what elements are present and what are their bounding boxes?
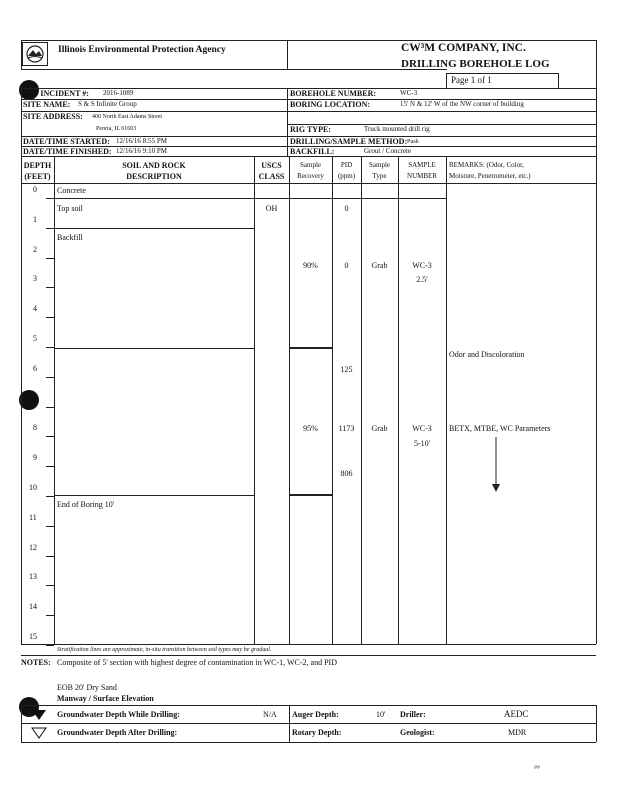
backfill-value: Grout / Concrete bbox=[364, 147, 412, 155]
depth-label-15: 15 bbox=[29, 632, 37, 641]
col-pid-line1: PID bbox=[340, 161, 353, 169]
stratification-note: Stratification lines are approximate, in-situ transition between soil types may be gradual. bbox=[57, 647, 272, 653]
notes-text: Composite of 5' section with highest degree of contamination in WC-1, WC-2, and PID bbox=[57, 658, 337, 667]
depth-tick bbox=[46, 585, 54, 586]
gw-after-label: Groundwater Depth After Drilling: bbox=[57, 728, 178, 737]
auger-depth-label: Auger Depth: bbox=[292, 710, 339, 719]
boring-location-value: 15' N & 12' W of the NW corner of building bbox=[400, 100, 524, 108]
depth-tick bbox=[46, 228, 54, 229]
incident-label: LPT INCIDENT #: bbox=[23, 89, 89, 98]
col-recovery-line2: Recovery bbox=[297, 172, 324, 180]
depth-label-7: 7 bbox=[33, 393, 37, 403]
soil-backfill: Backfill bbox=[57, 233, 83, 242]
sample2-number: WC-3 bbox=[412, 424, 432, 433]
depth-label-2: 2 bbox=[33, 244, 37, 254]
driller-value: AEDC bbox=[504, 709, 529, 719]
remark-odor: Odor and Discoloration bbox=[449, 350, 525, 359]
remark-parameters: BETX, MTBE, WC Parameters bbox=[449, 424, 551, 433]
soil-end-of-boring: End of Boring 10' bbox=[57, 500, 115, 509]
col-depth-line2: (FEET) bbox=[24, 172, 51, 181]
depth-label-5: 5 bbox=[33, 334, 37, 343]
depth-label-8: 8 bbox=[33, 423, 37, 433]
method-value: Push bbox=[407, 139, 419, 145]
notes-label: NOTES: bbox=[21, 658, 51, 667]
depth-label-10: 10 bbox=[29, 483, 37, 492]
incident-value: 2016-1089 bbox=[103, 89, 134, 97]
time-finished-label: DATE/TIME FINISHED: bbox=[23, 147, 112, 156]
page-stamp: ## bbox=[534, 765, 540, 771]
depth-label-3: 3 bbox=[33, 274, 37, 284]
manway-elevation: Manway / Surface Elevation bbox=[57, 694, 154, 703]
depth-label-0: 0 bbox=[33, 185, 37, 194]
soil-topsoil: Top soil bbox=[57, 204, 83, 213]
col-recovery-line1: Sample bbox=[300, 161, 321, 169]
col-pid-line2: (ppm) bbox=[337, 172, 356, 180]
site-name-label: SITE NAME: bbox=[23, 100, 71, 109]
col-sample-type-line2: Type bbox=[372, 172, 387, 180]
borehole-value: WC-3 bbox=[400, 89, 418, 97]
depth-tick bbox=[46, 347, 54, 348]
agency-name: Illinois Environmental Protection Agency bbox=[58, 45, 226, 55]
page-indicator: Page 1 of 1 bbox=[451, 75, 492, 85]
geologist-label: Geologist: bbox=[400, 728, 435, 737]
col-sample-type-line1: Sample bbox=[369, 161, 390, 169]
depth-tick bbox=[46, 615, 54, 616]
depth-tick bbox=[46, 377, 54, 378]
rig-type-value: Truck mounted drill rig bbox=[364, 125, 430, 133]
col-soil-line1: SOIL AND ROCK bbox=[122, 161, 186, 170]
depth-tick bbox=[46, 287, 54, 288]
col-sample-number-line2: NUMBER bbox=[407, 172, 437, 180]
log-title: DRILLING BOREHOLE LOG bbox=[401, 58, 550, 70]
depth-label-12: 12 bbox=[29, 542, 37, 552]
eob-note: EOB 20' Dry Sand bbox=[57, 683, 117, 692]
col-soil-line2: DESCRIPTION bbox=[126, 172, 182, 181]
geologist-value: MDR bbox=[508, 728, 527, 737]
site-address-line2: Peoria, IL 61603 bbox=[96, 126, 137, 132]
auger-depth-value: 10' bbox=[376, 710, 386, 719]
depth-label-9: 9 bbox=[33, 453, 37, 463]
gw-while-label: Groundwater Depth While Drilling: bbox=[57, 710, 180, 719]
depth-tick bbox=[46, 496, 54, 497]
time-finished-value: 12/16/16 9:10 PM bbox=[116, 147, 167, 155]
gw-while-value: N/A bbox=[263, 710, 277, 719]
groundwater-after-icon bbox=[31, 726, 47, 738]
driller-label: Driller: bbox=[400, 710, 426, 719]
arrow-down-icon bbox=[491, 437, 501, 493]
depth-label-14: 14 bbox=[29, 602, 37, 612]
depth-label-1: 1 bbox=[33, 214, 37, 224]
depth-tick bbox=[46, 407, 54, 408]
site-name-value: S & S Infinite Group bbox=[78, 100, 137, 108]
agency-logo-icon bbox=[22, 42, 48, 66]
sample1-pid: 0 bbox=[344, 261, 349, 270]
pid-reading-mid: 125 bbox=[340, 365, 353, 374]
sample2-type: Grab bbox=[371, 424, 388, 433]
pid-reading-low: 806 bbox=[340, 469, 353, 478]
boring-location-label: BORING LOCATION: bbox=[290, 100, 371, 109]
sample1-type: Grab bbox=[371, 261, 388, 270]
sample1-recovery: 90% bbox=[303, 261, 318, 270]
col-remarks-line1: REMARKS: (Odor, Color, bbox=[449, 161, 524, 169]
time-started-value: 12/16/16 8:55 PM bbox=[116, 137, 167, 145]
depth-tick bbox=[46, 556, 54, 557]
depth-tick bbox=[46, 526, 54, 527]
col-remarks-line2: Moisture, Penetrometer, etc.) bbox=[449, 172, 531, 180]
company-name: CW³M COMPANY, INC. bbox=[401, 42, 526, 54]
depth-label-4: 4 bbox=[33, 304, 37, 314]
rotary-depth-label: Rotary Depth: bbox=[292, 728, 342, 737]
col-depth-line1: DEPTH bbox=[23, 161, 52, 170]
depth-label-6: 6 bbox=[33, 363, 37, 373]
col-uscs-line1: USCS bbox=[261, 161, 282, 170]
method-label: DRILLING/SAMPLE METHOD: bbox=[290, 137, 408, 146]
sample1-number: WC-3 bbox=[412, 261, 432, 270]
sample2-recovery: 95% bbox=[303, 424, 318, 433]
depth-tick bbox=[46, 645, 54, 646]
pid-reading-top: 0 bbox=[344, 204, 349, 213]
site-address-label: SITE ADDRESS: bbox=[23, 112, 83, 121]
borehole-label: BOREHOLE NUMBER: bbox=[290, 89, 377, 98]
depth-label-13: 13 bbox=[29, 572, 37, 582]
depth-label-11: 11 bbox=[29, 512, 37, 522]
depth-tick bbox=[46, 317, 54, 318]
col-sample-number-line1: SAMPLE bbox=[408, 161, 436, 169]
col-uscs-line2: CLASS bbox=[258, 172, 285, 181]
sample1-interval: 2.5' bbox=[416, 275, 428, 284]
soil-concrete: Concrete bbox=[57, 186, 86, 195]
depth-tick bbox=[46, 466, 54, 467]
depth-tick bbox=[46, 436, 54, 437]
depth-tick bbox=[46, 258, 54, 259]
sample2-interval: 5-10' bbox=[413, 439, 431, 448]
groundwater-while-icon bbox=[31, 708, 47, 720]
backfill-label: BACKFILL: bbox=[290, 147, 335, 156]
rig-type-label: RIG TYPE: bbox=[290, 125, 331, 134]
uscs-oh: OH bbox=[265, 204, 278, 213]
site-address-line1: 400 North East Adams Street bbox=[92, 114, 162, 120]
depth-tick bbox=[46, 198, 54, 199]
time-started-label: DATE/TIME STARTED: bbox=[23, 137, 110, 146]
sample2-pid: 1173 bbox=[338, 424, 355, 433]
